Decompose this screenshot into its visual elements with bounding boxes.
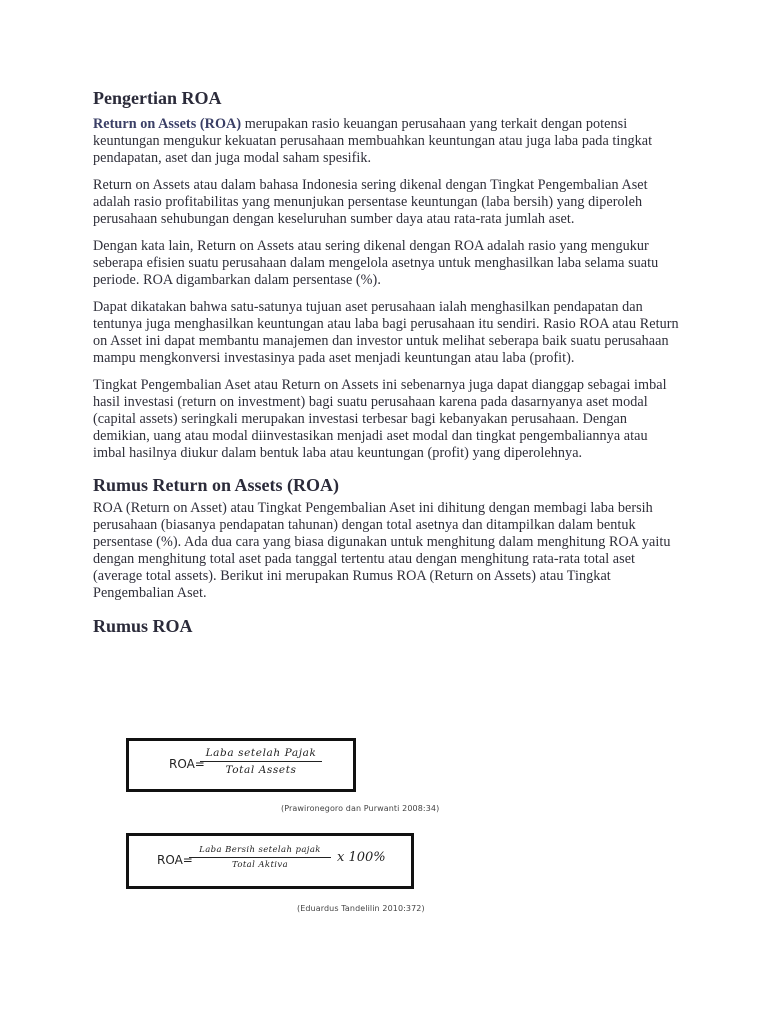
heading-rumus-return-on-assets: Rumus Return on Assets (ROA) — [93, 475, 340, 495]
formula-denominator: Total Assets — [225, 764, 297, 776]
formula-citation-2: (Eduardus Tandelilin 2010:372) — [297, 904, 425, 913]
paragraph-definition — [93, 116, 683, 167]
formula-lhs: ROA= — [169, 757, 205, 771]
formula-citation-1: (Prawironegoro dan Purwanti 2008:34) — [281, 804, 440, 813]
paragraph-return-on-investment: Tingkat Pengembalian Aset atau Return on Assets ini sebenarnya juga dapat dianggap sebagai imbal hasil investasi (return on investment) bagi suatu perusahaan karena pada dasarnyanya aset modal (capital assets) seringkali merupakan investasi terbesar bagi kebanyakan perusahaan. Dengan demikian, uang atau modal diinvestasikan menjadi aset modal dan tingkat pengembaliannya atau imbal hasilnya diukur dalam bentuk laba atau keuntungan (profit) yang diperolehnya. — [93, 377, 667, 461]
formula-numerator: Laba setelah Pajak — [200, 747, 322, 762]
formula-roa-2 — [126, 833, 414, 889]
heading-pengertian-roa: Pengertian ROA — [93, 88, 222, 108]
formula-fraction — [189, 845, 331, 870]
paragraph-indonesian-term: Return on Assets atau dalam bahasa Indonesia sering dikenal dengan Tingkat Pengembalian Aset adalah rasio profitabilitas yang menunjukan persentase keuntungan (laba bersih) yang diperoleh perusahaan sehubungan dengan keseluruhan sumber daya atau rata-rata jumlah aset. — [93, 177, 648, 227]
formula-lhs: ROA= — [157, 853, 193, 867]
formula-fraction — [200, 747, 322, 776]
paragraph-purpose: Dapat dikatakan bahwa satu-satunya tujuan aset perusahaan ialah menghasilkan pendapatan dan tentunya juga menghasilkan keuntungan atau laba bagi perusahaan itu sendiri. Rasio ROA atau Return on Asset ini dapat membantu manajemen dan investor untuk melihat seberapa baik suatu perusahaan mampu mengkonversi investasinya pada aset menjadi keuntungan atau laba (profit). — [93, 299, 679, 366]
heading-rumus-roa: Rumus ROA — [93, 616, 193, 636]
paragraph-calculation: ROA (Return on Asset) atau Tingkat Pengembalian Aset ini dihitung dengan membagi laba bersih perusahaan (biasanya pendapatan tahunan) dengan total asetnya dan ditampilkan dalam bentuk persentase (%). Ada dua cara yang biasa digunakan untuk menghitung dalam menghitung ROA yaitu dengan menghitung total aset pada tanggal tertentu atau dengan menghitung rata-rata total aset (average total assets). Berikut ini merupakan Rumus ROA (Return on Assets) atau Tingkat Pengembalian Aset. — [93, 500, 671, 601]
formula-numerator: Laba Bersih setelah pajak — [189, 845, 331, 858]
formula-denominator: Total Aktiva — [231, 860, 289, 870]
term-return-on-assets: Return on Assets (ROA) — [93, 116, 242, 132]
document-body — [93, 86, 683, 638]
formula-multiplier: x 100% — [337, 850, 386, 865]
paragraph-definition-text: merupakan rasio keuangan perusahaan yang terkait dengan potensi keuntungan mengukur kekuatan perusahaan membuahkan keuntungan atau juga laba pada tingkat pendapatan, aset dan juga modal saham spesifik. — [93, 116, 653, 166]
formula-roa-1 — [126, 738, 356, 792]
paragraph-in-other-words: Dengan kata lain, Return on Assets atau sering dikenal dengan ROA adalah rasio yang mengukur seberapa efisien suatu perusahaan dalam mengelola asetnya untuk menghasilkan laba selama suatu periode. ROA digambarkan dalam persentase (%). — [93, 238, 659, 288]
